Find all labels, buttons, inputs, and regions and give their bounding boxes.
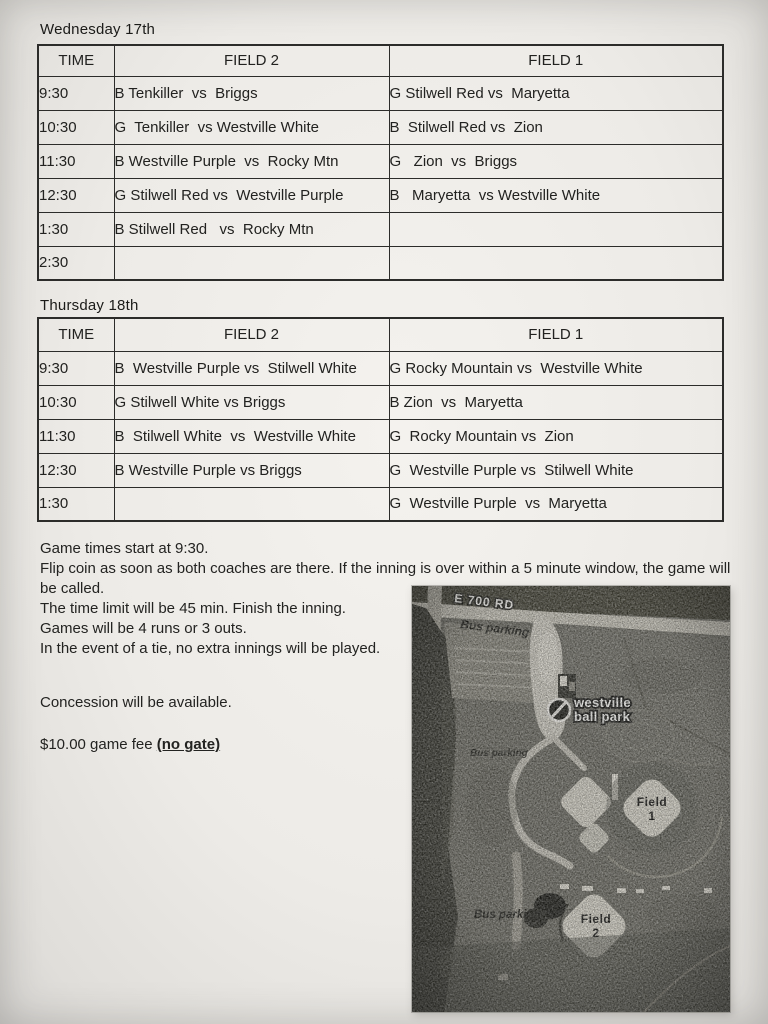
field1-cell: G Westville Purple vs Maryetta — [389, 487, 723, 521]
table-row — [38, 487, 723, 521]
time-cell: 11:30 — [38, 419, 114, 453]
field2-cell: B Westville Purple vs Briggs — [114, 453, 389, 487]
field2-cell: G Tenkiller vs Westville White — [114, 110, 389, 144]
col-header-time: TIME — [38, 45, 114, 76]
time-cell: 10:30 — [38, 110, 114, 144]
schedule-table-wednesday — [37, 44, 724, 281]
table-header-row — [38, 318, 723, 351]
field2-cell: B Stilwell Red vs Rocky Mtn — [114, 212, 389, 246]
table-row — [38, 212, 723, 246]
field1-cell: G Rocky Mountain vs Zion — [389, 419, 723, 453]
field1-cell — [389, 246, 723, 280]
table-row — [38, 385, 723, 419]
note-line: Flip coin as soon as both coaches are there. If the inning is over within a 5 minute window, the game will — [40, 560, 731, 577]
time-cell: 9:30 — [38, 76, 114, 110]
table-row — [38, 76, 723, 110]
col-header-time: TIME — [38, 318, 114, 351]
note-line: Game times start at 9:30. — [40, 540, 209, 557]
time-cell: 11:30 — [38, 144, 114, 178]
fee-note-text: $10.00 game fee — [40, 736, 157, 753]
day2-title: Thursday 18th — [40, 297, 139, 314]
field2-cell: B Westville Purple vs Rocky Mtn — [114, 144, 389, 178]
col-header-field2: FIELD 2 — [114, 45, 389, 76]
field1-cell: G Rocky Mountain vs Westville White — [389, 351, 723, 385]
ballpark-aerial-map — [412, 586, 730, 1012]
field1-cell: B Zion vs Maryetta — [389, 385, 723, 419]
col-header-field1: FIELD 1 — [389, 318, 723, 351]
note-line: The time limit will be 45 min. Finish the inning. — [40, 600, 346, 617]
field2-cell: B Stilwell White vs Westville White — [114, 419, 389, 453]
field2-cell: G Stilwell Red vs Westville Purple — [114, 178, 389, 212]
time-cell: 1:30 — [38, 487, 114, 521]
field1-cell: B Maryetta vs Westville White — [389, 178, 723, 212]
field1-cell: G Westville Purple vs Stilwell White — [389, 453, 723, 487]
day1-title: Wednesday 17th — [40, 21, 156, 38]
field2-cell — [114, 487, 389, 521]
table-row — [38, 453, 723, 487]
note-line: Games will be 4 runs or 3 outs. — [40, 620, 247, 637]
table-row — [38, 144, 723, 178]
table-row — [38, 178, 723, 212]
table-row — [38, 351, 723, 385]
field2-cell: B Westville Purple vs Stilwell White — [114, 351, 389, 385]
time-cell: 9:30 — [38, 351, 114, 385]
table-row — [38, 419, 723, 453]
fee-note — [40, 736, 220, 753]
schedule-table-thursday — [37, 317, 724, 522]
col-header-field2: FIELD 2 — [114, 318, 389, 351]
map-vignette — [412, 586, 730, 1012]
field1-cell: G Zion vs Briggs — [389, 144, 723, 178]
note-line: In the event of a tie, no extra innings will be played. — [40, 640, 381, 657]
note-line: be called. — [40, 580, 105, 597]
field1-cell: G Stilwell Red vs Maryetta — [389, 76, 723, 110]
table-header-row — [38, 45, 723, 76]
time-cell: 1:30 — [38, 212, 114, 246]
field2-cell: G Stilwell White vs Briggs — [114, 385, 389, 419]
time-cell: 2:30 — [38, 246, 114, 280]
field1-cell: B Stilwell Red vs Zion — [389, 110, 723, 144]
field2-cell — [114, 246, 389, 280]
field1-cell — [389, 212, 723, 246]
field2-cell: B Tenkiller vs Briggs — [114, 76, 389, 110]
time-cell: 12:30 — [38, 453, 114, 487]
table-row — [38, 110, 723, 144]
concession-note: Concession will be available. — [40, 694, 232, 711]
fee-note-emphasis: (no gate) — [156, 736, 221, 753]
table-row — [38, 246, 723, 280]
time-cell: 10:30 — [38, 385, 114, 419]
col-header-field1: FIELD 1 — [389, 45, 723, 76]
time-cell: 12:30 — [38, 178, 114, 212]
